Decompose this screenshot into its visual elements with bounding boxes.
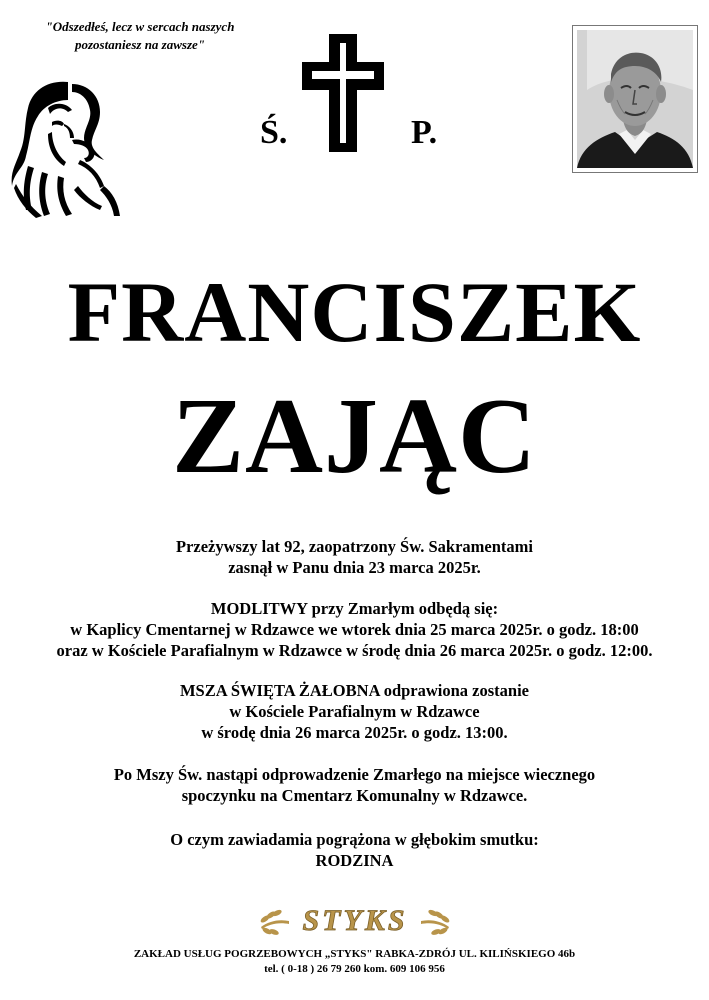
paragraph-life xyxy=(0,536,709,578)
paragraph-prayers xyxy=(0,598,709,661)
text-line: w Kaplicy Cmentarnej w Rdzawce we wtorek dnia 25 marca 2025r. o godz. 18:00 xyxy=(70,620,639,639)
text-line: RODZINA xyxy=(315,851,394,870)
text-line: zasnął w Panu dnia 23 marca 2025r. xyxy=(228,558,481,577)
text-line: MODLITWY przy Zmarłym odbędą się: xyxy=(210,599,499,618)
footer-company: ZAKŁAD USŁUG POGRZEBOWYCH „STYKS" RABKA-ZDRÓJ UL. KILIŃSKIEGO 46b xyxy=(133,948,576,960)
laurel-right-icon xyxy=(421,909,451,936)
text-line: spoczynku na Cmentarz Komunalny w Rdzawce. xyxy=(181,786,528,805)
deceased-first-name: FRANCISZEK xyxy=(67,264,642,360)
memorial-quote xyxy=(30,18,250,54)
text-line: w środę dnia 26 marca 2025r. o godz. 13:00. xyxy=(201,723,508,742)
praying-jesus-icon xyxy=(8,76,126,222)
sp-right-letter: P. xyxy=(411,114,438,151)
portrait-image xyxy=(577,30,693,168)
quote-line-1: "Odszedłeś, lecz w sercach naszych xyxy=(45,19,235,34)
text-line: MSZA ŚWIĘTA ŻAŁOBNA odprawiona zostanie xyxy=(179,681,529,700)
text-line: oraz w Kościele Parafialnym w Rdzawce w środę dnia 26 marca 2025r. o godz. 12:00. xyxy=(56,641,653,660)
paragraph-mass xyxy=(0,680,709,743)
paragraph-burial xyxy=(0,764,709,806)
text-line: Po Mszy Św. nastąpi odprowadzenie Zmarłego na miejsce wiecznego xyxy=(113,765,596,784)
text-line: Przeżywszy lat 92, zaopatrzony Św. Sakramentami xyxy=(176,537,533,556)
text-line: w Kościele Parafialnym w Rdzawce xyxy=(229,702,480,721)
footer-phone: tel. ( 0-18 ) 26 79 260 kom. 609 106 956 xyxy=(264,963,445,975)
quote-line-2: pozostaniesz na zawsze" xyxy=(74,37,206,52)
text-line: O czym zawiadamia pogrążona w głębokim smutku: xyxy=(170,830,539,849)
deceased-last-name: ZAJĄC xyxy=(171,377,538,496)
sp-left-letter: Ś. xyxy=(260,114,288,151)
styks-logo xyxy=(255,897,455,943)
cross-icon xyxy=(302,34,384,152)
portrait-photo xyxy=(572,25,698,173)
laurel-left-icon xyxy=(259,909,289,936)
styks-logo-text: STYKS xyxy=(302,904,408,937)
paragraph-family xyxy=(0,829,709,871)
